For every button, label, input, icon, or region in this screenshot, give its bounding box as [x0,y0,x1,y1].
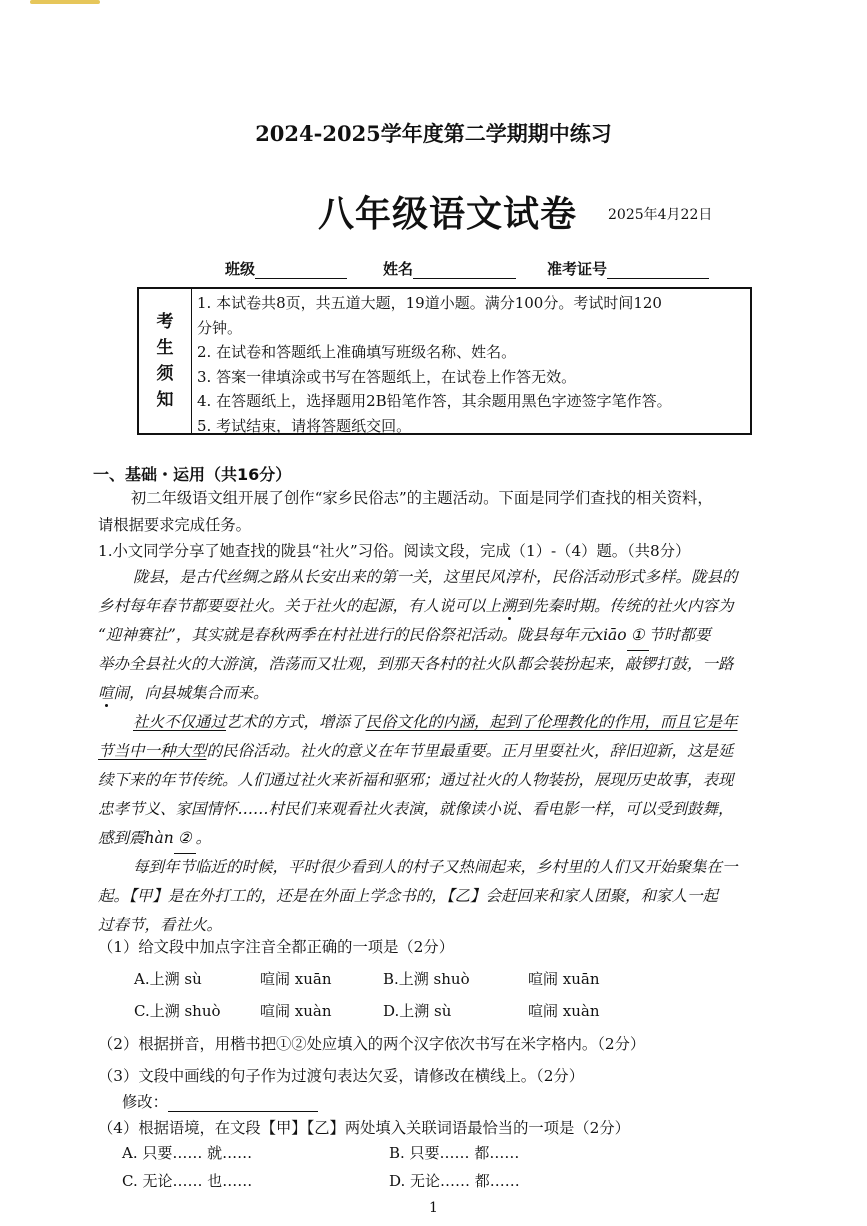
revise-blank [168,1095,318,1112]
page-number: 1 [429,1200,438,1216]
notice-item: 2. 在试卷和答题纸上准确填写班级名称、姓名。 [197,343,517,361]
passage-line: 忠孝节义、家国情怀……村民们来观看社火表演，就像读小说、看电影一样，可以受到鼓舞， [98,800,734,818]
notice-item: 3. 答案一律填涂或书写在答题纸上，在试卷上作答无效。 [197,367,577,386]
blank-1: ① [627,621,649,651]
passage-line: 节当中一种大型的民俗活动。社火的意义在年节里最重要。正月里耍社火，辞旧迎新，这是延 [98,742,734,760]
passage-line: 续下来的年节传统。人们通过社火来祈福和驱邪；通过社火的人物装扮，展现历史故事，表现 [98,771,734,789]
section-heading: 一、基础・运用（共16分） [93,465,292,484]
notice-item: 分钟。 [197,318,243,337]
dotted-char: 喧 [98,684,114,702]
option-d-2: 喧闹 xuàn [528,1002,600,1020]
class-field [225,258,347,279]
passage-line: 社火不仅通过艺术的方式，增添了民俗文化的内涵，起到了伦理教化的作用，而且它是年 [133,713,738,731]
exam-date: 2025年4月22日 [608,207,713,223]
underlined-sentence: 社火不仅通过 [133,713,227,731]
option-d: D.上溯 sù [383,1002,452,1020]
ticket-blank [607,262,709,279]
class-label: 班级 [225,260,256,278]
option-c-2: 喧闹 xuàn [260,1002,332,1020]
underlined-sentence: 节当中一种大型 [98,742,207,760]
option-b: B. 只要…… 都…… [389,1144,520,1162]
question-1-1: （1）给文段中加点字注音全都正确的一项是（2分） [98,938,454,956]
question-1-3: （3）文段中画线的句子作为过渡句表达欠妥，请修改在横线上。（2分） [98,1067,585,1085]
question-1-stem: 1.小文同学分享了她查找的陇县“社火”习俗。阅读文段，完成（1）-（4）题。（共8分） [98,542,691,560]
intro-line: 请根据要求完成任务。 [98,516,251,534]
question-1-2: （2）根据拼音，用楷书把①②处应填入的两个汉字依次书写在米字格内。（2分） [98,1035,646,1053]
blank-2: ② [174,824,196,854]
notice-item: 1. 本试卷共8页，共五道大题，19道小题。满分100分。考试时间120 [197,294,662,312]
dotted-char: 溯 [501,597,517,615]
name-blank [413,262,516,279]
passage-line: 每到年节临近的时候，平时很少看到人的村子又热闹起来，乡村里的人们又开始聚集在一 [133,858,738,876]
exam-notice-box [137,287,752,435]
notice-side-label: 考 生 须 知 [139,289,192,433]
passage-line: “迎神赛社”，其实就是春秋两季在村社进行的民俗祭祀活动。陇县每年元xiāo ① 节时都要 [98,621,711,651]
option-c: C.上溯 shuò [134,1002,221,1020]
revise-label: 修改： [122,1093,168,1111]
passage-line: 举办全县社火的大游演，浩荡而又壮观，到那天各村的社火队都会装扮起来，敲锣打鼓，一路 [98,655,734,673]
passage-line: 乡村每年春节都要耍社火。关于社火的起源，有人说可以上溯到先秦时期。传统的社火内容为 [98,597,734,615]
notice-item: 5. 考试结束，请将答题纸交回。 [197,416,412,435]
passage-line: 起。【甲】是在外打工的，还是在外面上学念书的，【乙】会赶回来和家人团聚，和家人一起 [98,887,719,905]
ticket-label: 准考证号 [547,260,608,278]
question-1-4: （4）根据语境，在文段【甲】【乙】两处填入关联词语最恰当的一项是（2分） [98,1119,630,1137]
term-title: 2024-2025学年度第二学期期中练习 [255,121,612,146]
revise-field [122,1090,318,1112]
option-b: B.上溯 shuò [383,970,470,988]
option-a: A. 只要…… 就…… [122,1144,253,1162]
ticket-field [547,258,709,279]
option-c: C. 无论…… 也…… [122,1172,253,1190]
underlined-sentence: 民俗文化的内涵，起到了伦理教化的作用，而且它是年 [365,713,738,731]
passage-line: 感到震hàn ② 。 [98,824,211,854]
passage-line: 喧闹，向县城集合而来。 [98,684,269,702]
scan-smudge [30,0,100,4]
passage-line: 过春节，看社火。 [98,916,223,934]
notice-list [197,291,742,438]
exam-title: 八年级语文试卷 [318,193,578,235]
name-label: 姓名 [383,260,414,278]
class-blank [255,262,347,279]
option-a-2: 喧闹 xuān [260,970,332,988]
intro-line: 初二年级语文组开展了创作“家乡民俗志”的主题活动。下面是同学们查找的相关资料， [131,489,713,507]
passage-line: 陇县，是古代丝绸之路从长安出来的第一关，这里民风淳朴，民俗活动形式多样。陇县的 [133,568,738,586]
name-field [383,258,516,279]
option-a: A.上溯 sù [134,970,202,988]
option-b-2: 喧闹 xuān [528,970,600,988]
notice-item: 4. 在答题纸上，选择题用2B铅笔作答，其余题用黑色字迹签字笔作答。 [197,392,672,410]
option-d: D. 无论…… 都…… [389,1172,520,1190]
